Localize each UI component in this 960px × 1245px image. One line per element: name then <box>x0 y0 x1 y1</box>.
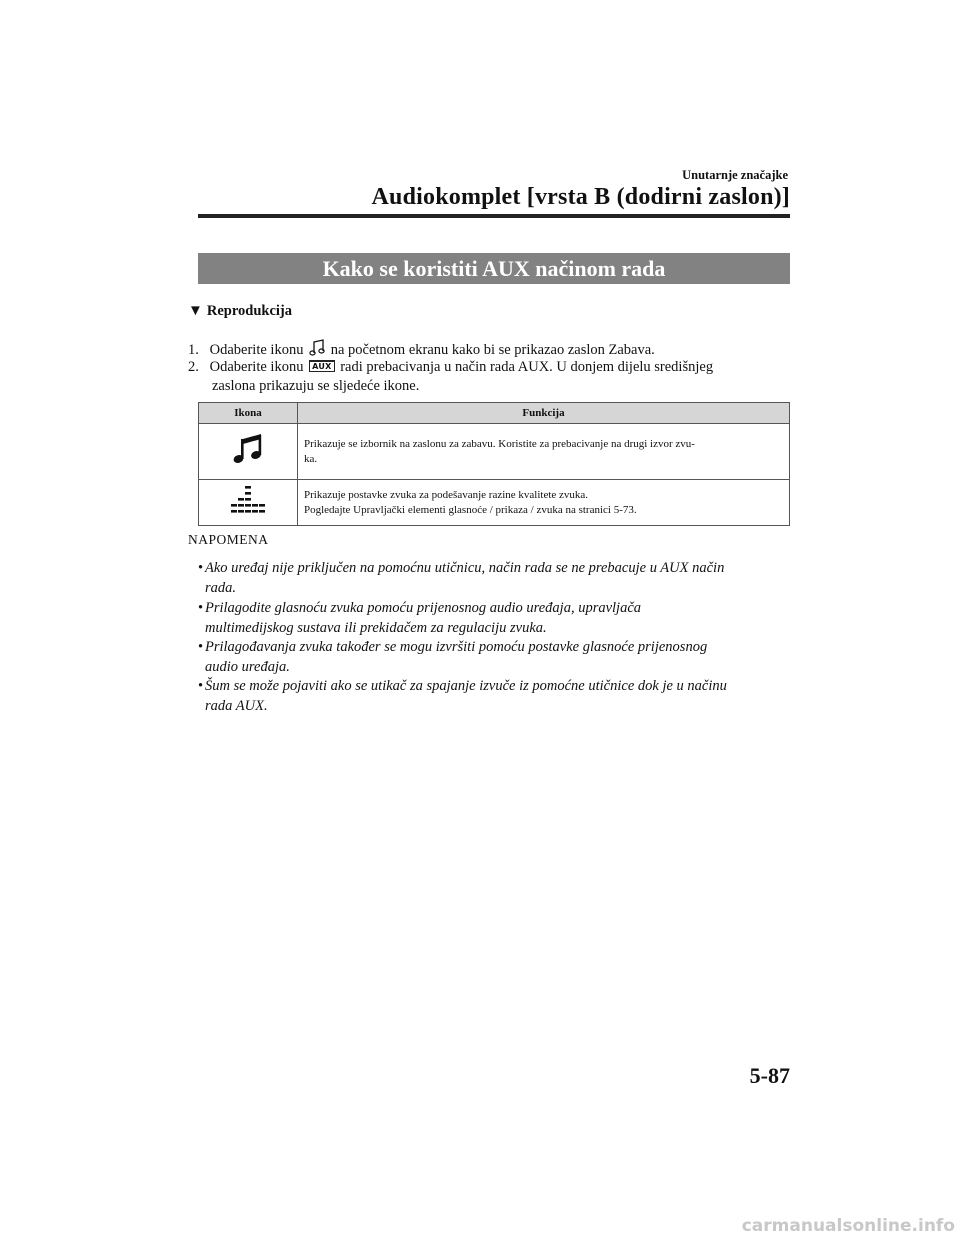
step-number: 2. <box>188 359 199 375</box>
table-function-cell <box>298 424 790 480</box>
step-text-before: Odaberite ikonu <box>209 342 304 358</box>
note-line: multimedijskog sustava ili prekidačem za regulaciju zvuka. <box>205 620 547 636</box>
bullet-icon: • <box>198 678 204 694</box>
note-item <box>198 558 795 598</box>
bullet-icon: • <box>198 600 204 616</box>
triangle-marker-icon: ▼ <box>188 303 203 319</box>
step-text-after: radi prebacivanja u način rada AUX. U donjem dijelu središnjeg <box>340 359 714 375</box>
function-text-line: Prikazuje postavke zvuka za podešavanje razine kvalitete zvuka. <box>304 488 589 501</box>
function-text-line: ka. <box>304 452 318 465</box>
note-label: NAPOMENA <box>188 532 269 547</box>
section-title: Audiokomplet [vrsta B (dodirni zaslon)] <box>371 184 790 210</box>
note-line: rada. <box>205 580 237 596</box>
table-row <box>199 480 790 526</box>
step-number: 1. <box>188 342 199 358</box>
bullet-icon: • <box>198 639 204 655</box>
table-function-cell <box>298 480 790 526</box>
table-header-row <box>199 403 790 424</box>
table-icon-cell <box>199 480 298 526</box>
sub-heading <box>188 303 292 320</box>
step-continuation: zaslona prikazuju se sljedeće ikone. <box>212 378 420 394</box>
step-2 <box>188 358 788 396</box>
header-rule <box>198 214 790 218</box>
note-line: Šum se može pojaviti ako se utikač za spajanje izvuče iz pomoćne utičnice dok je u načinu <box>205 678 727 694</box>
note-line: Prilagođavanja zvuka također se mogu izvršiti pomoću postavke glasnoće prijenosnog <box>205 639 708 655</box>
note-item <box>198 598 795 638</box>
bullet-icon: • <box>198 560 204 576</box>
table-icon-cell <box>199 424 298 480</box>
icon-function-table <box>198 402 790 526</box>
music-note-icon <box>232 457 264 469</box>
watermark: carmanualsonline.info <box>741 1216 955 1236</box>
aux-icon: AUX <box>309 360 335 372</box>
note-item <box>198 676 795 716</box>
chapter-label: Unutarnje značajke <box>682 168 788 182</box>
step-text-before: Odaberite ikonu <box>209 359 304 375</box>
sub-heading-text: Reprodukcija <box>206 303 292 319</box>
function-text-line: Prikazuje se izbornik na zaslonu za zabavu. Koristite za prebacivanje na drugi izvor zvu- <box>304 437 695 450</box>
note-line: rada AUX. <box>205 698 268 714</box>
function-text-line: Pogledajte Upravljački elementi glasnoće / prikaza / zvuka na stranici 5-73. <box>304 503 637 516</box>
equalizer-icon <box>228 507 268 519</box>
table-header-icon: Ikona <box>199 403 298 424</box>
table-row <box>199 424 790 480</box>
note-line: audio uređaja. <box>205 659 290 675</box>
note-line: Ako uređaj nije priključen na pomoćnu utičnicu, način rada se ne prebacuje u AUX način <box>205 560 725 576</box>
note-line: Prilagodite glasnoću zvuka pomoću prijenosnog audio uređaja, upravljača <box>205 600 642 616</box>
table-header-function: Funkcija <box>298 403 790 424</box>
section-banner: Kako se koristiti AUX načinom rada <box>198 253 790 284</box>
note-item <box>198 637 795 677</box>
step-text-after: na početnom ekranu kako bi se prikazao zaslon Zabava. <box>330 342 655 358</box>
page-number: 5-87 <box>749 1063 790 1088</box>
